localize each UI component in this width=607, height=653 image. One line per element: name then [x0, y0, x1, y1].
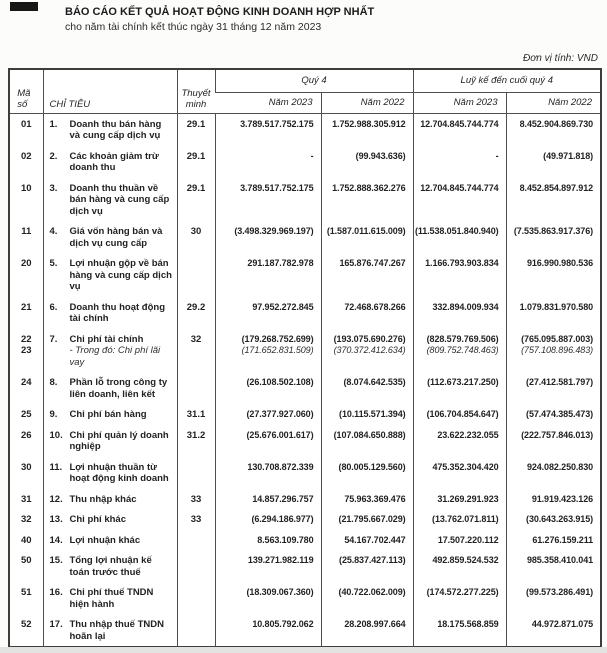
- indicator-cell: [43, 146, 177, 178]
- table-row: [9, 582, 601, 614]
- indicator-cell: [43, 425, 177, 457]
- indicator-cell: [43, 530, 177, 551]
- amount-q4-2023: 97.952.272.845: [215, 297, 321, 329]
- indicator-cell: [43, 297, 177, 329]
- note-ref-cell: 32: [177, 329, 215, 373]
- amount-ytd-2023: 18.175.568.859: [413, 614, 506, 647]
- amount-q4-2022: 72.468.678.266: [321, 297, 413, 329]
- amount-ytd-2023: 332.894.009.934: [413, 297, 506, 329]
- amount-ytd-2022: 924.082.250.830: [506, 457, 601, 489]
- note-ref-cell: 29.1: [177, 113, 215, 146]
- amount-q4-2023: 3.789.517.752.175: [215, 178, 321, 222]
- amount-q4-2023: 139.271.982.119: [215, 550, 321, 582]
- amount-q4-2022: (8.074.642.535): [321, 372, 413, 404]
- code-cell: 11: [21, 226, 32, 237]
- amount-q4-2022: 1.752.888.362.276: [321, 178, 413, 222]
- amount-q4-2022: (99.943.636): [321, 146, 413, 178]
- col-header-quarter-group: Quý 4: [215, 69, 413, 92]
- indicator-label: Lợi nhuận thuần từ hoạt động kinh doanh: [69, 461, 169, 484]
- amount-ytd-2023: 492.859.524.532: [413, 550, 506, 582]
- col-header-note: Thuyết minh: [177, 69, 215, 113]
- code-cell: 01: [20, 118, 32, 130]
- amount-q4-2022: (193.075.690.276) (370.372.412.634): [321, 329, 413, 373]
- table-row: [9, 372, 601, 404]
- table-row: [9, 178, 601, 222]
- amount-q4-2022: (21.795.667.029): [321, 509, 413, 530]
- amount-q4-2023: 3.789.517.752.175: [215, 113, 321, 146]
- indicator-number: 7.: [49, 333, 58, 345]
- amount-q4-2023: (25.676.001.617): [215, 425, 321, 457]
- table-row: [9, 221, 601, 253]
- code-cell: 52: [20, 619, 32, 630]
- note-ref-cell: 33: [177, 489, 215, 510]
- indicator-label: Lợi nhuận khác: [69, 534, 141, 546]
- indicator-number: 3.: [49, 182, 58, 194]
- amount-ytd-2023: 1.166.793.903.834: [413, 253, 506, 297]
- indicator-number: 14.: [49, 534, 63, 546]
- indicator-number: 5.: [49, 258, 58, 269]
- amount-ytd-2022: (765.095.887.003) (757.108.896.483): [506, 329, 601, 373]
- amount-ytd-2023: (828.579.769.506) (809.752.748.463): [413, 329, 506, 373]
- code-cell: 26: [20, 429, 32, 441]
- indicator-cell: [43, 614, 177, 647]
- document-header: [65, 6, 374, 33]
- table-header: [9, 69, 601, 113]
- amount-ytd-2022: 8.452.904.869.730: [506, 113, 601, 146]
- amount-ytd-2023: -: [413, 146, 506, 178]
- income-statement-table: [8, 68, 602, 648]
- amount-q4-2022: 28.208.997.664: [321, 614, 413, 647]
- table-row: [9, 329, 601, 373]
- indicator-number: 8.: [49, 377, 58, 388]
- indicator-cell: [43, 253, 177, 297]
- table-row: [9, 489, 601, 510]
- code-cell: 30: [20, 461, 32, 473]
- page-edge-shadow: [0, 647, 607, 653]
- table-row: [9, 509, 601, 530]
- indicator-number: 17.: [49, 619, 63, 630]
- amount-ytd-2023: (106.704.854.647): [413, 404, 506, 425]
- report-title: BÁO CÁO KẾT QUẢ HOẠT ĐỘNG KINH DOANH HỢP NHẤT: [65, 6, 375, 18]
- note-ref-cell: 29.1: [177, 146, 215, 178]
- indicator-cell: [43, 372, 177, 404]
- indicator-number: 6.: [49, 301, 58, 313]
- note-ref-cell: 29.1: [177, 178, 215, 222]
- indicator-number: 12.: [49, 493, 63, 505]
- amount-ytd-2022: 1.079.831.970.580: [506, 297, 601, 329]
- indicator-number: 10.: [49, 429, 63, 441]
- col-header-code: Mã số: [9, 69, 43, 113]
- indicator-label: Lợi nhuận gộp về bán hàng và cung cấp dịch vụ: [69, 258, 172, 292]
- amount-ytd-2023: 17.507.220.112: [413, 530, 506, 551]
- indicator-cell: [43, 582, 177, 614]
- col-header-indicator: CHỈ TIÊU: [43, 69, 177, 113]
- report-subtitle: cho năm tài chính kết thúc ngày 31 tháng 12 năm 2023: [65, 21, 322, 33]
- code-cell: 20: [20, 258, 32, 269]
- amount-ytd-2023: 12.704.845.744.774: [413, 178, 506, 222]
- note-ref-cell: [177, 372, 215, 404]
- amount-q4-2023: 14.857.296.757: [215, 489, 321, 510]
- indicator-label: Phần lỗ trong công ty liên doanh, liên kết: [69, 377, 168, 400]
- amount-q4-2022: (40.722.062.009): [321, 582, 413, 614]
- amount-ytd-2022: (222.757.846.013): [506, 425, 601, 457]
- code-cell: 10: [20, 182, 32, 194]
- indicator-label: Chi phí quản lý doanh nghiệp: [69, 429, 169, 452]
- amount-ytd-2022: 44.972.871.075: [506, 614, 601, 647]
- amount-q4-2023: (3.498.329.969.197): [215, 221, 321, 253]
- indicator-label: Chi phí bán hàng: [69, 409, 147, 420]
- amount-ytd-2022: (57.474.385.473): [506, 404, 601, 425]
- indicator-number: 4.: [49, 226, 58, 237]
- note-ref-cell: 29.2: [177, 297, 215, 329]
- amount-q4-2023: (26.108.502.108): [215, 372, 321, 404]
- amount-q4-2023: (179.268.752.699) (171.652.831.509): [215, 329, 321, 373]
- note-ref-cell: 33: [177, 509, 215, 530]
- table-row: [9, 425, 601, 457]
- amount-q4-2023: (18.309.067.360): [215, 582, 321, 614]
- amount-ytd-2022: 91.919.423.126: [506, 489, 601, 510]
- amount-ytd-2022: (30.643.263.915): [506, 509, 601, 530]
- amount-q4-2023: (6.294.186.977): [215, 509, 321, 530]
- code-cell: 32: [20, 514, 32, 525]
- table-row: [9, 457, 601, 489]
- amount-ytd-2023: (174.572.277.225): [413, 582, 506, 614]
- table-row: [9, 550, 601, 582]
- table-row: [9, 530, 601, 551]
- amount-q4-2023: 10.805.792.062: [215, 614, 321, 647]
- amount-ytd-2022: 61.276.159.211: [506, 530, 601, 551]
- amount-q4-2022: 1.752.988.305.912: [321, 113, 413, 146]
- col-header-q4-year-2023: Năm 2023: [215, 92, 321, 113]
- code-cell: 40: [20, 534, 32, 546]
- col-header-q4-year-2022: Năm 2022: [321, 92, 413, 113]
- indicator-cell: [43, 113, 177, 146]
- amount-q4-2023: 130.708.872.339: [215, 457, 321, 489]
- amount-q4-2023: 8.563.109.780: [215, 530, 321, 551]
- note-ref-cell: [177, 253, 215, 297]
- amount-q4-2023: 291.187.782.978: [215, 253, 321, 297]
- indicator-number: 2.: [49, 150, 58, 162]
- amount-ytd-2023: (112.673.217.250): [413, 372, 506, 404]
- table-row: [9, 297, 601, 329]
- indicator-number: 1.: [49, 118, 58, 130]
- amount-ytd-2022: (27.412.581.797): [506, 372, 601, 404]
- indicator-number: 16.: [49, 587, 63, 598]
- currency-unit-note: Đơn vị tính: VND: [523, 53, 598, 64]
- indicator-cell: [43, 329, 177, 373]
- code-cell: 25: [20, 409, 32, 420]
- amount-ytd-2023: 23.622.232.055: [413, 425, 506, 457]
- amount-ytd-2022: 985.358.410.041: [506, 550, 601, 582]
- amount-ytd-2022: 8.452.854.897.912: [506, 178, 601, 222]
- note-ref-cell: [177, 530, 215, 551]
- indicator-label: Doanh thu bán hàng và cung cấp dịch vụ: [69, 118, 162, 141]
- note-ref-cell: [177, 550, 215, 582]
- amount-ytd-2022: (49.971.818): [506, 146, 601, 178]
- note-ref-cell: 30: [177, 221, 215, 253]
- indicator-cell: [43, 550, 177, 582]
- note-ref-cell: 31.2: [177, 425, 215, 457]
- indicator-sublabel: - Trong đó: Chi phí lãi vay: [69, 345, 161, 368]
- indicator-label: Giá vốn hàng bán và dịch vụ cung cấp: [69, 226, 163, 249]
- amount-q4-2022: (80.005.129.560): [321, 457, 413, 489]
- table-row: [9, 614, 601, 647]
- scan-artifact-mark: [10, 2, 38, 11]
- indicator-label: Doanh thu thuần về bán hàng và cung cấp dịch vụ: [69, 182, 170, 217]
- table-row: [9, 404, 601, 425]
- table-row: [9, 253, 601, 297]
- code-cell: 21: [20, 301, 32, 313]
- indicator-cell: [43, 457, 177, 489]
- note-ref-cell: [177, 614, 215, 647]
- indicator-label: Thu nhập khác: [69, 493, 137, 505]
- amount-ytd-2022: (7.535.863.917.376): [506, 221, 601, 253]
- indicator-number: 13.: [49, 514, 63, 525]
- indicator-number: 11.: [49, 461, 63, 473]
- table-row: [9, 146, 601, 178]
- amount-ytd-2023: 12.704.845.744.774: [413, 113, 506, 146]
- col-header-ytd-year-2023: Năm 2023: [413, 92, 506, 113]
- report-table-body: [9, 113, 601, 647]
- amount-ytd-2023: (13.762.071.811): [413, 509, 506, 530]
- indicator-cell: [43, 221, 177, 253]
- indicator-label: Chi phí thuế TNDN hiện hành: [69, 587, 154, 610]
- indicator-label: Chi phí khác: [69, 514, 126, 525]
- note-ref-cell: [177, 582, 215, 614]
- note-ref-cell: 31.1: [177, 404, 215, 425]
- col-header-ytd-year-2022: Năm 2022: [506, 92, 601, 113]
- code-cell: 02: [20, 150, 32, 162]
- code-cell: 50: [20, 555, 32, 566]
- amount-ytd-2023: (11.538.051.840.940): [413, 221, 506, 253]
- code-cell: 51: [20, 587, 32, 598]
- amount-ytd-2023: 31.269.291.923: [413, 489, 506, 510]
- amount-q4-2022: 165.876.747.267: [321, 253, 413, 297]
- indicator-cell: [43, 178, 177, 222]
- amount-ytd-2022: (99.573.286.491): [506, 582, 601, 614]
- amount-q4-2022: 54.167.702.447: [321, 530, 413, 551]
- indicator-cell: [43, 509, 177, 530]
- indicator-label: Doanh thu hoạt động tài chính: [69, 301, 166, 324]
- amount-q4-2023: (27.377.927.060): [215, 404, 321, 425]
- indicator-cell: [43, 489, 177, 510]
- code-cell: 22 23: [20, 333, 32, 356]
- table-row: [9, 113, 601, 146]
- code-cell: 31: [20, 493, 32, 505]
- amount-q4-2022: (25.837.427.113): [321, 550, 413, 582]
- indicator-label: Thu nhập thuế TNDN hoãn lại: [69, 619, 164, 642]
- amount-ytd-2023: 475.352.304.420: [413, 457, 506, 489]
- indicator-label: Chi phí tài chính: [69, 333, 144, 345]
- amount-q4-2022: 75.963.369.476: [321, 489, 413, 510]
- amount-q4-2022: (10.115.571.394): [321, 404, 413, 425]
- indicator-label: Tổng lợi nhuận kế toán trước thuế: [69, 555, 152, 578]
- indicator-label: Các khoản giảm trừ doanh thu: [69, 150, 159, 173]
- note-ref-cell: [177, 457, 215, 489]
- amount-q4-2023: -: [215, 146, 321, 178]
- indicator-number: 9.: [49, 409, 58, 420]
- indicator-number: 15.: [49, 555, 63, 566]
- amount-q4-2022: (1.587.011.615.009): [321, 221, 413, 253]
- code-cell: 24: [20, 377, 32, 388]
- col-header-cumulative-group: Luỹ kế đến cuối quý 4: [413, 69, 601, 92]
- indicator-cell: [43, 404, 177, 425]
- amount-ytd-2022: 916.990.980.536: [506, 253, 601, 297]
- amount-q4-2022: (107.084.650.888): [321, 425, 413, 457]
